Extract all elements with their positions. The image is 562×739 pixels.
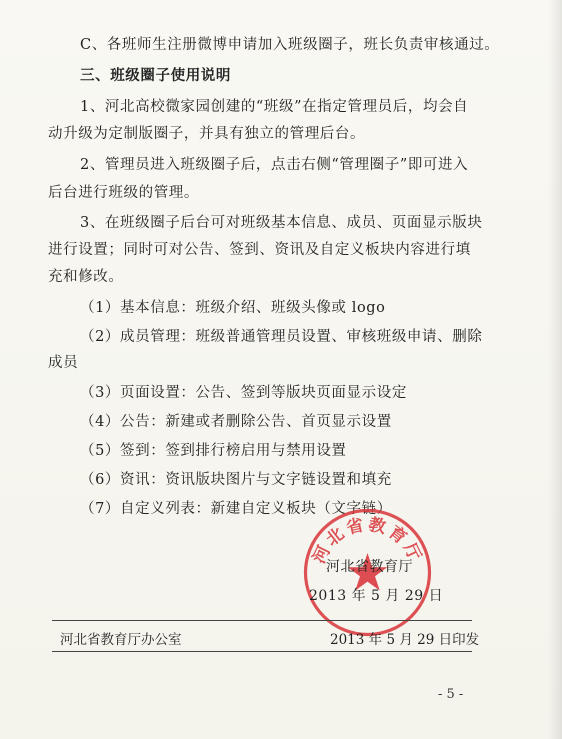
issuer-name: 河北省教育厅 [326,559,413,575]
footer-bottom-rule [52,651,472,652]
para2-line1: 2、管理员进入班级圈子后，点击右侧“管理圈子”即可进入 [80,157,469,173]
para3-line3: 充和修改。 [48,269,124,285]
page-edge-shadow [548,0,562,739]
list-item: （7）自定义列表：新建自定义板块（文字链） [80,501,392,517]
para1-line2: 动升级为定制版圈子，并具有独立的管理后台。 [48,126,366,142]
list-item: （2）成员管理：班级普通管理员设置、审核班级申请、删除 [80,329,483,345]
page-number: - 5 - [438,687,464,702]
para1-line1: 1、河北高校微家园创建的“班级”在指定管理员后，均会自 [80,99,469,115]
list-item: （1）基本信息：班级介绍、班级头像或 logo [80,300,386,316]
list-item: （6）资讯：资讯版块图片与文字链设置和填充 [80,472,392,488]
footer-top-rule [52,620,472,621]
para3-line2: 进行设置；同时可对公告、签到、资讯及自定义板块内容进行填 [48,242,471,258]
list-item-continued: 成员 [48,355,79,371]
list-item: （3）页面设置：公告、签到等版块页面显示设定 [80,385,407,401]
footer-print-date: 2013 年 5 月 29 日印发 [330,632,480,648]
svg-text:河北省教育厅: 河北省教育厅 [309,514,426,567]
list-item: （5）签到：签到排行榜启用与禁用设置 [80,443,347,459]
body-line-c: C、各班师生注册微博申请加入班级圈子，班长负责审核通过。 [80,37,500,53]
para3-line1: 3、在班级圈子后台可对班级基本信息、成员、页面显示版块 [80,215,483,231]
para2-line2: 后台进行班级的管理。 [48,185,199,201]
section-heading: 三、班级圈子使用说明 [80,68,231,84]
issue-date: 2013 年 5 月 29 日 [309,588,444,604]
list-item: （4）公告：新建或者删除公告、首页显示设置 [80,414,392,430]
footer-issuer: 河北省教育厅办公室 [60,632,182,648]
